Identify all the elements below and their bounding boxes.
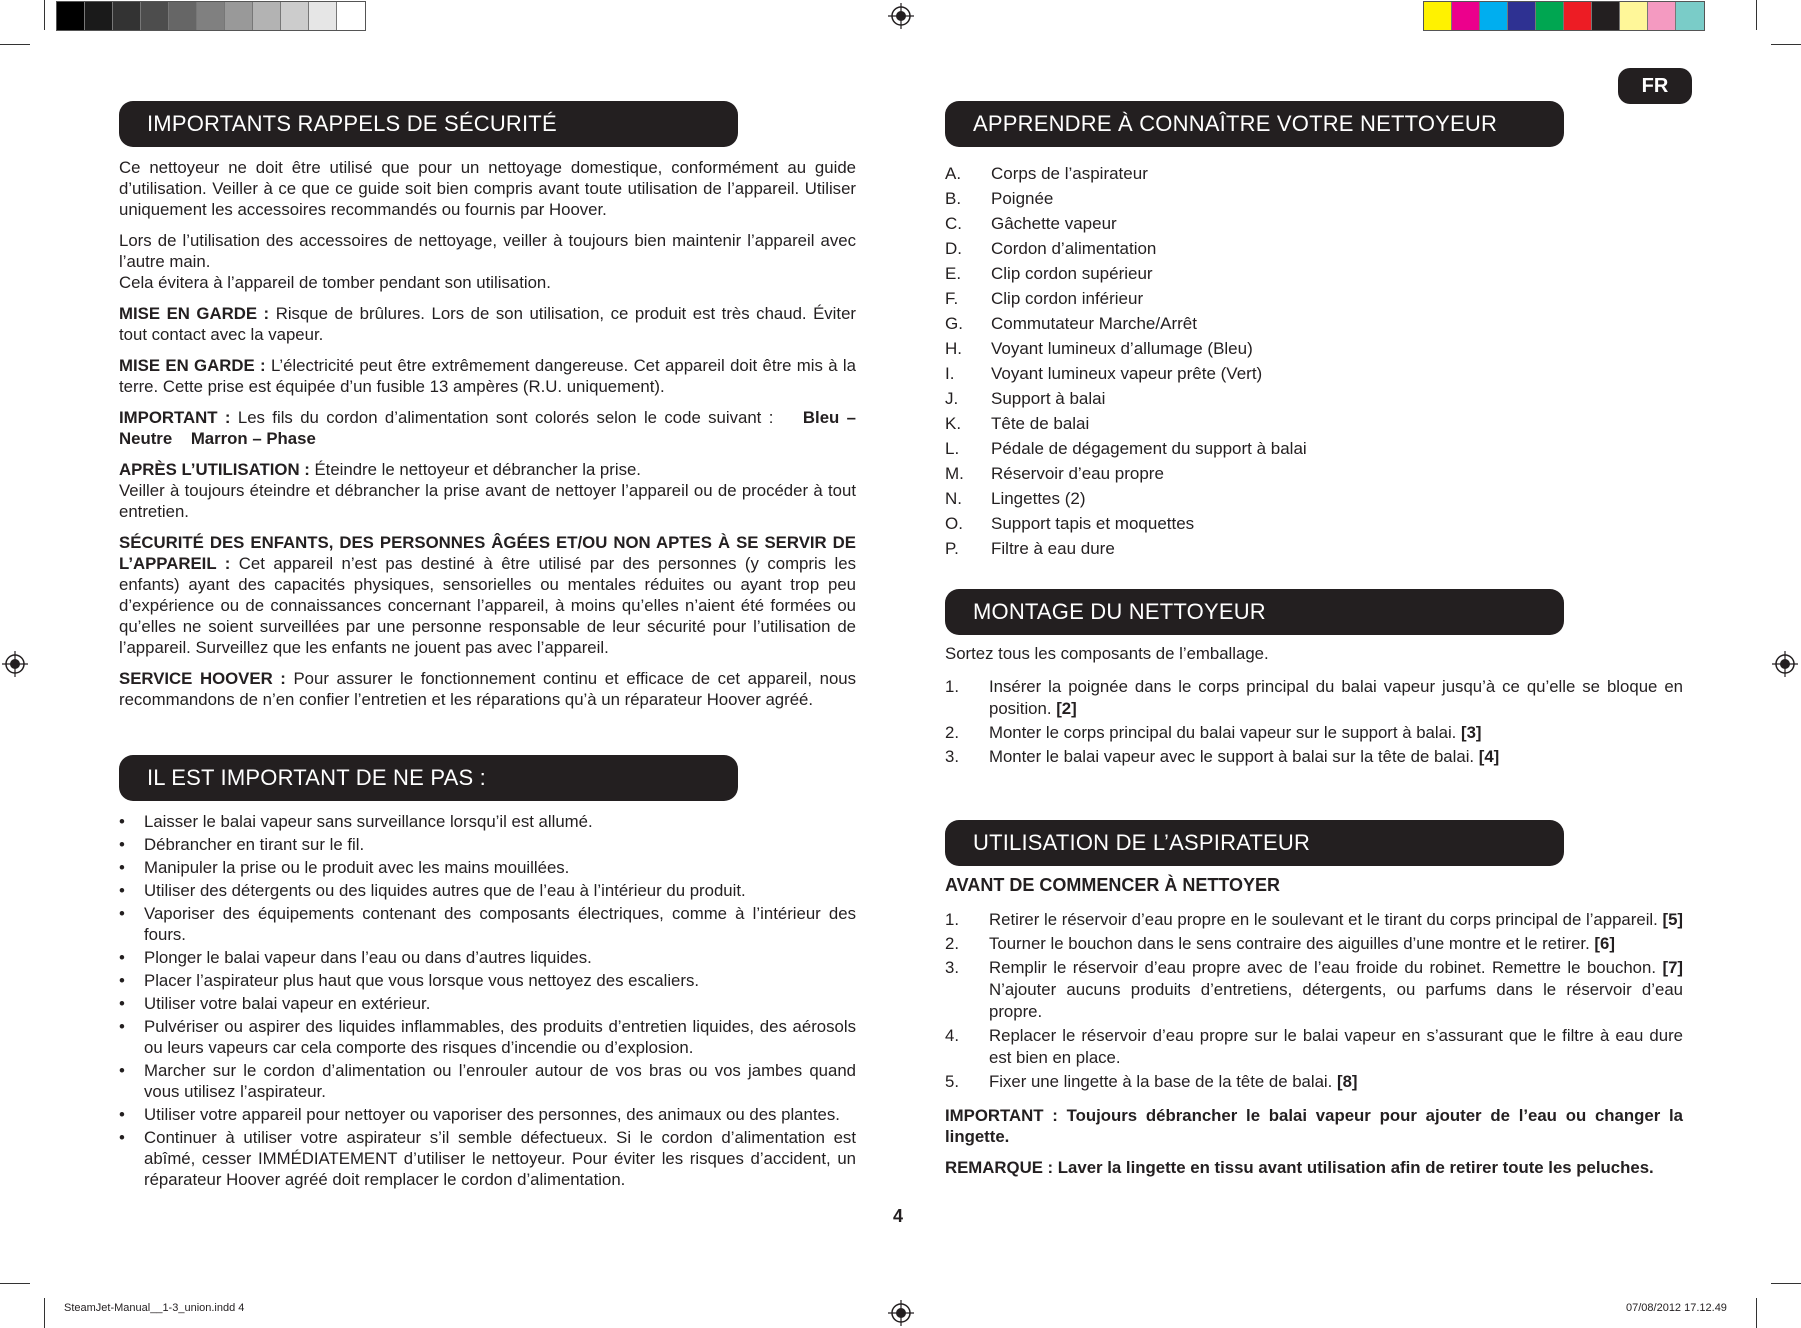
- part-name: Corps de l’aspirateur: [991, 164, 1148, 183]
- part-name: Support à balai: [991, 389, 1106, 408]
- part-item: [945, 361, 1685, 386]
- part-name: Clip cordon supérieur: [991, 264, 1153, 283]
- registration-mark-icon: [1772, 651, 1798, 677]
- crop-mark: [44, 1298, 45, 1328]
- safety-text: [119, 157, 856, 720]
- color-swatch: [1536, 2, 1564, 30]
- dont-item: • Marcher sur le cordon d’alimentation ou l’enrouler autour de vos bras ou vos jambes quand vous utilisez l’aspirateur.: [119, 1060, 856, 1102]
- donts-list-container: [119, 811, 856, 1192]
- color-swatch: [253, 2, 281, 30]
- color-swatch: [337, 2, 365, 30]
- color-swatch: [225, 2, 253, 30]
- part-name: Pédale de dégagement du support à balai: [991, 439, 1307, 458]
- step-number: 2.: [945, 723, 959, 742]
- warning-burn: MISE EN GARDE : Risque de brûlures. Lors de son utilisation, ce produit est très chaud. Éviter tout contact avec la vapeur.: [119, 304, 856, 344]
- step-item: [945, 746, 1683, 768]
- step-text: Remplir le réservoir d’eau propre avec de l’eau froide du robinet. Remettre le bouchon. [7] N’ajouter aucuns produits d’entretiens, détergents, ou parfums dans le réservoir d’eau propre.: [989, 958, 1683, 1021]
- important-wiring: IMPORTANT : Les fils du cordon d’alimentation sont colorés selon le code suivant : Bleu – Neutre Marron – Phase: [119, 408, 856, 448]
- color-swatch: [1564, 2, 1592, 30]
- step-text: Tourner le bouchon dans le sens contraire des aiguilles d’une montre et le retirer. [6]: [989, 934, 1615, 953]
- crop-mark: [1756, 1298, 1757, 1328]
- part-name: Réservoir d’eau propre: [991, 464, 1164, 483]
- part-name: Clip cordon inférieur: [991, 289, 1144, 308]
- part-letter: L.: [945, 439, 960, 458]
- figure-ref: [8]: [1336, 1072, 1358, 1091]
- part-item: [945, 511, 1685, 536]
- figure-ref: [7]: [1662, 958, 1683, 977]
- dont-item: • Pulvériser ou aspirer des liquides inflammables, des produits d’entretien liquides, des aérosols ou leurs vapeurs car cela comporte des risques d’incendie ou d’explosion.: [119, 1016, 856, 1058]
- registration-mark-icon: [888, 3, 914, 29]
- language-badge: FR: [1618, 68, 1692, 104]
- part-item: [945, 211, 1685, 236]
- color-swatch: [1480, 2, 1508, 30]
- paragraph: Ce nettoyeur ne doit être utilisé que pour un nettoyage domestique, conformément au guide d’utilisation. Veiller à ce que ce guide soit bien compris avant toute utilisation de l’appareil. Utiliser uniquement les accessoires recommandés ou fournis par Hoover.: [119, 158, 856, 219]
- part-letter: K.: [945, 414, 962, 433]
- part-item: [945, 336, 1685, 361]
- part-letter: E.: [945, 264, 962, 283]
- figure-ref: [4]: [1478, 747, 1500, 766]
- dont-item: • Manipuler la prise ou le produit avec les mains mouillées.: [119, 857, 856, 878]
- section-header-assembly: MONTAGE DU NETTOYEUR: [945, 589, 1564, 635]
- dont-item: • Continuer à utiliser votre aspirateur s’il semble défectueux. Si le cordon d’alimentation est abîmé, cesser IMMÉDIATEMENT d’utiliser le nettoyeur. Pour éviter les risques d’accident, un réparateur Hoover agréé doit remplacer le cordon d’alimentation.: [119, 1127, 856, 1190]
- parts-list: [945, 161, 1685, 561]
- step-text: Insérer la poignée dans le corps principal du balai vapeur jusqu’à ce qu’elle se bloque en position. [2]: [989, 677, 1683, 718]
- dont-item: • Utiliser votre balai vapeur en extérieur.: [119, 993, 856, 1014]
- step-text: Monter le balai vapeur avec le support à balai sur la tête de balai. [4]: [989, 747, 1500, 766]
- assembly-steps: [945, 676, 1683, 768]
- part-item: [945, 286, 1685, 311]
- step-item: [945, 1025, 1683, 1069]
- part-letter: F.: [945, 289, 959, 308]
- child-safety: SÉCURITÉ DES ENFANTS, DES PERSONNES ÂGÉES ET/OU NON APTES À SE SERVIR DE L’APPAREIL : Cet appareil n’est pas destiné à être utilisé par des personnes (y compris les enfants) ayant des capacités physiques, sensorielles ou mentales réduites ou ayant trop peu d’expérience ou de connaissances concernant l’appareil, à moins qu’elles n’aient été formées ou qu’elles ne soient surveillées par une personne responsable de leur sécurité pour l’utilisation de l’appareil. Surveillez que les enfants ne jouent pas avec l’appareil.: [119, 533, 856, 657]
- part-letter: O.: [945, 514, 963, 533]
- crop-mark: [1771, 1283, 1801, 1284]
- parts-list-container: [945, 161, 1685, 561]
- crop-mark: [44, 0, 45, 30]
- crop-mark: [1771, 44, 1801, 45]
- figure-ref: [3]: [1461, 723, 1482, 742]
- color-swatch: [309, 2, 337, 30]
- part-letter: J.: [945, 389, 959, 408]
- part-name: Poignée: [991, 189, 1054, 208]
- part-name: Filtre à eau dure: [991, 539, 1115, 558]
- step-item: [945, 1071, 1683, 1093]
- color-swatch: [85, 2, 113, 30]
- color-swatch: [1424, 2, 1452, 30]
- service-hoover: SERVICE HOOVER : Pour assurer le fonctionnement continu et efficace de cet appareil, nous recommandons de n’en confier l’entretien et les réparations qu’à un réparateur Hoover agréé.: [119, 669, 857, 709]
- color-swatch: [1620, 2, 1648, 30]
- part-letter: G.: [945, 314, 963, 333]
- registration-mark-icon: [888, 1300, 914, 1326]
- step-number: 4.: [945, 1026, 959, 1045]
- part-item: [945, 436, 1685, 461]
- figure-ref: [2]: [1056, 699, 1077, 718]
- step-number: 3.: [945, 747, 959, 766]
- step-number: 3.: [945, 958, 959, 977]
- part-item: [945, 161, 1685, 186]
- section-header-know-your-cleaner: APPRENDRE À CONNAÎTRE VOTRE NETTOYEUR: [945, 101, 1564, 147]
- footer-filename: SteamJet-Manual__1-3_union.indd 4: [64, 1302, 245, 1314]
- dont-item: • Débrancher en tirant sur le fil.: [119, 834, 856, 855]
- part-name: Tête de balai: [991, 414, 1090, 433]
- color-swatch: [197, 2, 225, 30]
- color-swatch: [1676, 2, 1704, 30]
- part-letter: B.: [945, 189, 962, 208]
- part-name: Commutateur Marche/Arrêt: [991, 314, 1197, 333]
- part-item: [945, 486, 1685, 511]
- color-calibration-strip: [1423, 1, 1705, 31]
- part-letter: M.: [945, 464, 964, 483]
- paragraph: Lors de l’utilisation des accessoires de nettoyage, veiller à toujours bien maintenir l’appareil avec l’autre main. Cela évitera à l’appareil de tomber pendant son utilisation.: [119, 231, 856, 292]
- step-text: Fixer une lingette à la base de la tête de balai. [8]: [989, 1072, 1358, 1091]
- part-item: [945, 261, 1685, 286]
- step-text: Monter le corps principal du balai vapeur sur le support à balai. [3]: [989, 723, 1482, 742]
- part-letter: I.: [945, 364, 955, 383]
- donts-list: [119, 811, 856, 1190]
- step-number: 1.: [945, 910, 959, 929]
- part-name: Support tapis et moquettes: [991, 514, 1195, 533]
- step-item: [945, 722, 1683, 744]
- registration-mark-icon: [2, 651, 28, 677]
- step-number: 1.: [945, 677, 959, 696]
- step-number: 5.: [945, 1072, 959, 1091]
- part-name: Lingettes (2): [991, 489, 1086, 508]
- figure-ref: [5]: [1662, 910, 1683, 929]
- assembly-intro: Sortez tous les composants de l’emballage.: [945, 644, 1269, 663]
- color-swatch: [1452, 2, 1480, 30]
- color-swatch: [141, 2, 169, 30]
- step-text: Retirer le réservoir d’eau propre en le soulevant et le tirant du corps principal de l’appareil. [5]: [989, 910, 1683, 929]
- color-swatch: [1508, 2, 1536, 30]
- usage-steps: [945, 909, 1683, 1093]
- color-swatch: [1648, 2, 1676, 30]
- dont-item: • Placer l’aspirateur plus haut que vous lorsque vous nettoyez des escaliers.: [119, 970, 856, 991]
- part-item: [945, 311, 1685, 336]
- color-swatch: [113, 2, 141, 30]
- dont-item: • Plonger le balai vapeur dans l’eau ou dans d’autres liquides.: [119, 947, 856, 968]
- crop-mark: [0, 44, 30, 45]
- warning-electric: MISE EN GARDE : L’électricité peut être extrêmement dangereuse. Cet appareil doit être mis à la terre. Cette prise est équipée d’un fusible 13 ampères (R.U. uniquement).: [119, 356, 856, 396]
- part-name: Voyant lumineux d’allumage (Bleu): [991, 339, 1253, 358]
- page-number: 4: [893, 1206, 904, 1226]
- part-letter: A.: [945, 164, 962, 183]
- color-swatch: [1592, 2, 1620, 30]
- gray-calibration-strip: [56, 1, 366, 31]
- after-use: APRÈS L’UTILISATION : Éteindre le nettoyeur et débrancher la prise. Veiller à toujours éteindre et débrancher la prise avant de nettoyer l’appareil ou de procéder à tout entretien.: [119, 460, 856, 521]
- crop-mark: [0, 1283, 30, 1284]
- section-header-donts: IL EST IMPORTANT DE NE PAS :: [119, 755, 738, 801]
- part-letter: P.: [945, 539, 959, 558]
- color-swatch: [169, 2, 197, 30]
- part-letter: D.: [945, 239, 962, 258]
- footer-timestamp: 07/08/2012 17.12.49: [1626, 1302, 1727, 1314]
- step-item: [945, 676, 1683, 720]
- crop-mark: [1756, 0, 1757, 30]
- part-item: [945, 186, 1685, 211]
- section-header-safety: IMPORTANTS RAPPELS DE SÉCURITÉ: [119, 101, 738, 147]
- step-item: [945, 933, 1683, 955]
- part-item: [945, 386, 1685, 411]
- step-text: Replacer le réservoir d’eau propre sur le balai vapeur en s’assurant que le filtre à eau dure est bien en place.: [989, 1026, 1683, 1067]
- section-header-usage: UTILISATION DE L’ASPIRATEUR: [945, 820, 1564, 866]
- dont-item: • Utiliser des détergents ou des liquides autres que de l’eau à l’intérieur du produit.: [119, 880, 856, 901]
- step-number: 2.: [945, 934, 959, 953]
- dont-item: • Laisser le balai vapeur sans surveillance lorsqu’il est allumé.: [119, 811, 856, 832]
- step-item: [945, 957, 1683, 1023]
- part-item: [945, 236, 1685, 261]
- part-name: Gâchette vapeur: [991, 214, 1117, 233]
- important-note: IMPORTANT : Toujours débrancher le balai vapeur pour ajouter de l’eau ou changer la lingette.: [945, 1106, 1683, 1146]
- part-item: [945, 411, 1685, 436]
- step-item: [945, 909, 1683, 931]
- usage-subheading: AVANT DE COMMENCER À NETTOYER: [945, 875, 1281, 895]
- remark-note: REMARQUE : Laver la lingette en tissu avant utilisation afin de retirer toute les peluches.: [945, 1158, 1654, 1177]
- part-name: Cordon d’alimentation: [991, 239, 1157, 258]
- assembly-text: [945, 643, 1683, 770]
- figure-ref: [6]: [1594, 934, 1615, 953]
- part-letter: H.: [945, 339, 962, 358]
- part-item: [945, 461, 1685, 486]
- part-letter: C.: [945, 214, 962, 233]
- usage-text: [945, 875, 1683, 1188]
- part-name: Voyant lumineux vapeur prête (Vert): [991, 364, 1263, 383]
- part-item: [945, 536, 1685, 561]
- color-swatch: [57, 2, 85, 30]
- dont-item: • Vaporiser des équipements contenant des composants électriques, comme à l’intérieur des fours.: [119, 903, 856, 945]
- dont-item: • Utiliser votre appareil pour nettoyer ou vaporiser des personnes, des animaux ou des plantes.: [119, 1104, 856, 1125]
- part-letter: N.: [945, 489, 962, 508]
- color-swatch: [281, 2, 309, 30]
